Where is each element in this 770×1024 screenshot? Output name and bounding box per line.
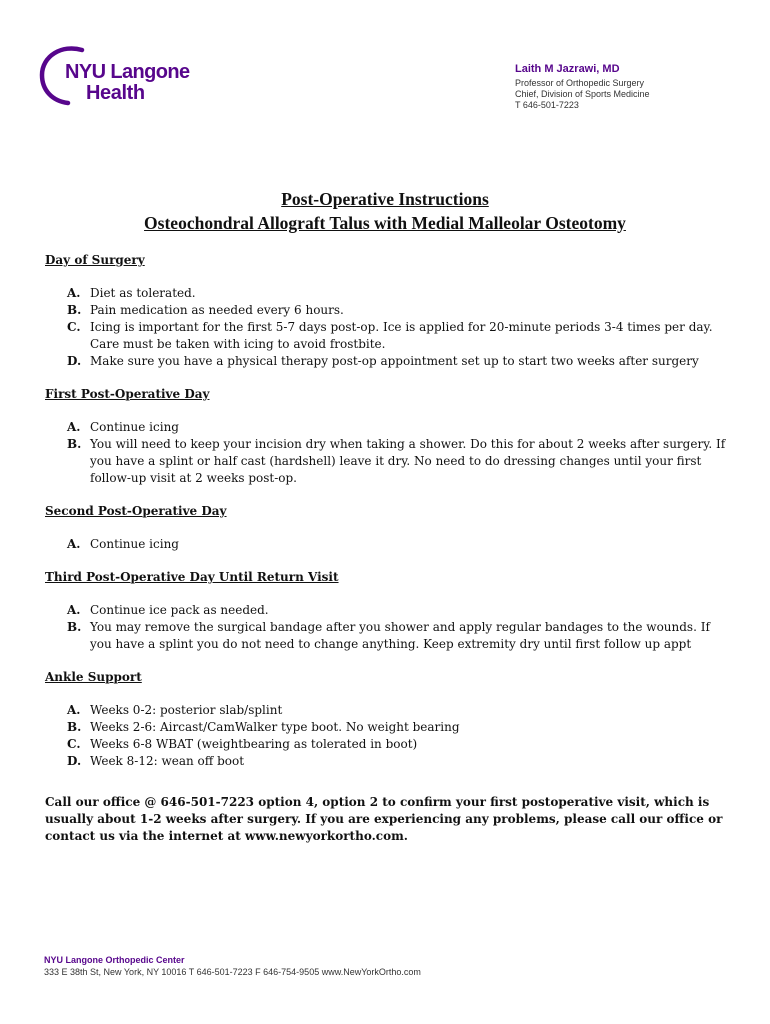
item-text: You may remove the surgical bandage after you shower and apply regular bandages to the wounds. If you have a splint you do not need to change anything. Keep extremity dry until first follow up appt — [90, 620, 710, 651]
item-text: Icing is important for the first 5-7 days post-op. Ice is applied for 20-minute periods 3-4 times per day. Care must be taken with icing to avoid frostbite. — [90, 320, 713, 351]
instruction-list — [45, 602, 735, 653]
footer-center-name: NYU Langone Orthopedic Center — [44, 955, 185, 965]
section-third-post-op-day — [45, 569, 735, 653]
logo-text-line2: Health — [86, 82, 145, 104]
item-text: Pain medication as needed every 6 hours. — [90, 303, 344, 317]
list-item — [45, 736, 735, 753]
item-marker: C. — [67, 320, 81, 334]
list-item — [45, 302, 735, 319]
item-marker: B. — [67, 437, 82, 451]
footer-address: 333 E 38th St, New York, NY 10016 T 646-501-7223 F 646-754-9505 www.NewYorkOrtho.com — [44, 967, 421, 977]
item-marker: A. — [67, 286, 81, 300]
section-heading: First Post-Operative Day — [45, 387, 210, 401]
item-marker: A. — [67, 603, 81, 617]
logo-text-line1: NYU Langone — [65, 61, 190, 83]
item-text: Continue icing — [90, 420, 179, 434]
list-item — [45, 702, 735, 719]
item-text: Weeks 2-6: Aircast/CamWalker type boot. No weight bearing — [90, 720, 460, 734]
list-item — [45, 436, 735, 487]
item-marker: B. — [67, 620, 82, 634]
item-marker: B. — [67, 303, 82, 317]
list-item — [45, 536, 735, 553]
nyu-langone-logo — [38, 44, 190, 106]
item-text: Weeks 6-8 WBAT (weightbearing as tolerated in boot) — [90, 737, 418, 751]
item-marker: A. — [67, 537, 81, 551]
section-first-post-op-day — [45, 386, 735, 487]
item-text: Weeks 0-2: posterior slab/splint — [90, 703, 283, 717]
page-title: Post-Operative Instructions — [281, 189, 489, 209]
list-item — [45, 353, 735, 370]
item-marker: D. — [67, 754, 82, 768]
item-marker: B. — [67, 720, 82, 734]
item-text: Week 8-12: wean off boot — [90, 754, 245, 768]
item-marker: A. — [67, 703, 81, 717]
item-marker: A. — [67, 420, 81, 434]
item-text: You will need to keep your incision dry when taking a shower. Do this for about 2 weeks after surgery. If you have a splint or half cast (hardshell) leave it dry. No need to do dressing changes until your first follow-up visit at 2 weeks post-op. — [90, 437, 726, 485]
section-ankle-support — [45, 669, 735, 770]
page-subtitle: Osteochondral Allograft Talus with Medial Malleolar Osteotomy — [144, 213, 626, 233]
instructions-content — [45, 252, 735, 845]
doctor-name: Laith M Jazrawi, MD — [515, 63, 620, 75]
item-text: Continue ice pack as needed. — [90, 603, 269, 617]
item-marker: C. — [67, 737, 81, 751]
list-item — [45, 285, 735, 302]
list-item — [45, 753, 735, 770]
section-heading: Ankle Support — [45, 670, 142, 684]
list-item — [45, 619, 735, 653]
doctor-title-1: Professor of Orthopedic Surgery — [515, 78, 645, 88]
instruction-list — [45, 702, 735, 770]
item-text: Continue icing — [90, 537, 179, 551]
footer — [44, 955, 421, 977]
doctor-title-2: Chief, Division of Sports Medicine — [515, 89, 650, 99]
instruction-list — [45, 419, 735, 487]
list-item — [45, 602, 735, 619]
doctor-info — [515, 63, 650, 111]
section-heading: Day of Surgery — [45, 253, 145, 267]
doctor-phone: T 646-501-7223 — [515, 100, 579, 110]
list-item — [45, 419, 735, 436]
instruction-list — [45, 285, 735, 370]
section-heading: Third Post-Operative Day Until Return Visit — [45, 570, 339, 584]
closing-paragraph: Call our office @ 646-501-7223 option 4, option 2 to confirm your first postoperative visit, which is usually about 1-2 weeks after surgery. If you are experiencing any problems, please call our office or contact us via the internet at www.newyorkortho.com. — [45, 795, 723, 843]
section-second-post-op-day — [45, 503, 735, 553]
instruction-list — [45, 536, 735, 553]
item-marker: D. — [67, 354, 82, 368]
list-item — [45, 719, 735, 736]
item-text: Make sure you have a physical therapy post-op appointment set up to start two weeks after surgery — [90, 354, 699, 368]
section-heading: Second Post-Operative Day — [45, 504, 227, 518]
item-text: Diet as tolerated. — [90, 286, 196, 300]
section-day-of-surgery — [45, 252, 735, 370]
list-item — [45, 319, 735, 353]
